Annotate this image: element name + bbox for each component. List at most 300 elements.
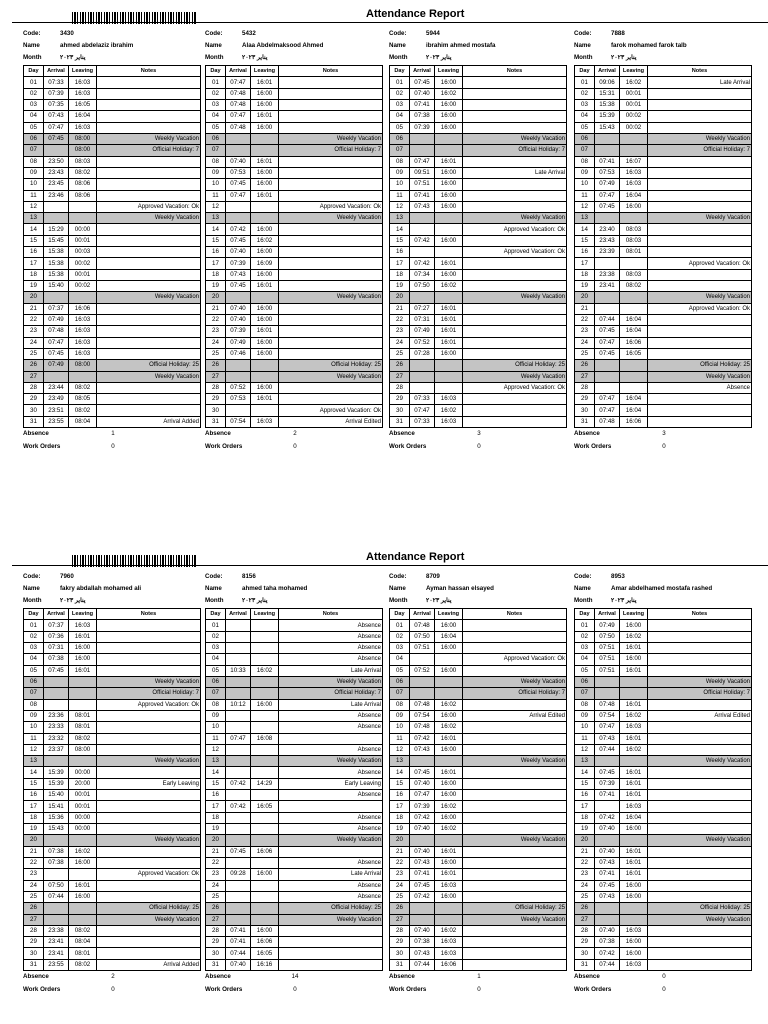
- leaving-cell: 16:00: [620, 937, 648, 948]
- arrival-cell: [595, 914, 620, 925]
- employee-code: 8156: [242, 573, 256, 580]
- leaving-cell: 16:16: [251, 959, 279, 970]
- note-cell: Official Holiday: 7: [463, 688, 567, 699]
- arrival-cell: 07:47: [226, 111, 251, 122]
- day-cell: 06: [24, 676, 44, 687]
- day-cell: 20: [575, 835, 595, 846]
- leaving-cell: [435, 213, 463, 224]
- day-cell: 23: [390, 869, 410, 880]
- attendance-table: [574, 608, 752, 971]
- arrival-cell: [595, 145, 620, 156]
- arrival-cell: 07:40: [226, 247, 251, 258]
- arrival-cell: [226, 710, 251, 721]
- day-cell: 27: [390, 914, 410, 925]
- arrival-cell: 07:45: [595, 326, 620, 337]
- day-cell: 04: [24, 654, 44, 665]
- note-cell: [648, 654, 752, 665]
- note-cell: [97, 224, 201, 235]
- note-cell: [648, 733, 752, 744]
- leaving-cell: 08:00: [69, 744, 97, 755]
- table-row: [390, 925, 567, 936]
- arrival-cell: 07:34: [410, 269, 435, 280]
- leaving-cell: 16:00: [251, 269, 279, 280]
- note-cell: [279, 167, 383, 178]
- month-label: Month: [389, 54, 408, 62]
- code-label: Code:: [23, 573, 41, 580]
- day-cell: 08: [575, 699, 595, 710]
- note-cell: Weekly Vacation: [97, 371, 201, 382]
- leaving-cell: 16:01: [620, 846, 648, 857]
- note-cell: [463, 846, 567, 857]
- day-cell: 14: [390, 767, 410, 778]
- day-cell: 12: [24, 201, 44, 212]
- arrival-cell: [226, 201, 251, 212]
- arrival-cell: 23:51: [44, 405, 69, 416]
- table-row: [575, 857, 752, 868]
- table-row: [24, 744, 201, 755]
- note-cell: [648, 744, 752, 755]
- arrival-cell: 07:33: [410, 394, 435, 405]
- day-cell: 27: [24, 914, 44, 925]
- note-cell: Weekly Vacation: [279, 292, 383, 303]
- leaving-cell: 16:04: [620, 314, 648, 325]
- table-row: [575, 394, 752, 405]
- table-row: [24, 948, 201, 959]
- note-cell: [463, 880, 567, 891]
- note-cell: Absence: [279, 620, 383, 631]
- table-row: [575, 247, 752, 258]
- note-cell: [648, 722, 752, 733]
- leaving-cell: [620, 292, 648, 303]
- arrival-cell: [595, 371, 620, 382]
- day-cell: 26: [575, 903, 595, 914]
- day-cell: 07: [24, 145, 44, 156]
- leaving-cell: [69, 835, 97, 846]
- day-cell: 03: [206, 643, 226, 654]
- day-cell: 30: [206, 405, 226, 416]
- day-cell: 19: [24, 281, 44, 292]
- day-cell: 06: [206, 133, 226, 144]
- day-cell: 06: [24, 133, 44, 144]
- note-cell: Approved Vacation: Ok: [279, 405, 383, 416]
- leaving-cell: 16:04: [620, 326, 648, 337]
- leaving-column-header: Leaving: [620, 66, 648, 77]
- day-cell: 02: [575, 88, 595, 99]
- employee-summary: [574, 973, 752, 993]
- leaving-cell: 16:00: [620, 620, 648, 631]
- day-cell: 18: [24, 812, 44, 823]
- arrival-cell: 09:06: [595, 77, 620, 88]
- note-cell: Official Holiday: 25: [97, 903, 201, 914]
- leaving-cell: 08:04: [69, 416, 97, 427]
- table-row: [24, 654, 201, 665]
- note-cell: Absence: [648, 382, 752, 393]
- leaving-cell: 16:01: [620, 857, 648, 868]
- table-row: [206, 891, 383, 902]
- month-label: Month: [205, 54, 224, 62]
- table-row: [390, 405, 567, 416]
- table-row: [390, 620, 567, 631]
- table-row: [206, 778, 383, 789]
- table-row: [24, 880, 201, 891]
- day-cell: 21: [390, 846, 410, 857]
- arrival-cell: 07:49: [410, 326, 435, 337]
- note-cell: [648, 247, 752, 258]
- arrival-cell: [410, 688, 435, 699]
- table-row: [206, 869, 383, 880]
- table-row: [206, 643, 383, 654]
- table-row: [206, 914, 383, 925]
- note-cell: [463, 326, 567, 337]
- leaving-cell: 16:00: [435, 812, 463, 823]
- note-cell: Official Holiday: 25: [97, 360, 201, 371]
- note-cell: [97, 258, 201, 269]
- table-row: [575, 846, 752, 857]
- table-row: [575, 100, 752, 111]
- leaving-cell: 16:01: [435, 733, 463, 744]
- leaving-cell: 00:00: [69, 767, 97, 778]
- table-row: [390, 778, 567, 789]
- arrival-cell: 07:43: [410, 857, 435, 868]
- leaving-cell: 16:03: [251, 416, 279, 427]
- day-cell: 08: [390, 699, 410, 710]
- note-cell: [463, 801, 567, 812]
- month-label: Month: [205, 597, 224, 605]
- arrival-cell: [44, 145, 69, 156]
- note-cell: [463, 303, 567, 314]
- arrival-cell: 07:42: [410, 258, 435, 269]
- employee-code: 7888: [611, 30, 625, 37]
- leaving-cell: 16:00: [620, 948, 648, 959]
- leaving-cell: 00:03: [69, 247, 97, 258]
- day-cell: 24: [390, 337, 410, 348]
- arrival-cell: 07:42: [410, 733, 435, 744]
- note-cell: Weekly Vacation: [97, 756, 201, 767]
- table-row: [390, 835, 567, 846]
- day-cell: 12: [206, 744, 226, 755]
- note-cell: [648, 790, 752, 801]
- table-row: [390, 314, 567, 325]
- day-cell: 05: [24, 122, 44, 133]
- table-row: [206, 360, 383, 371]
- note-cell: Absence: [279, 790, 383, 801]
- arrival-cell: 07:44: [595, 744, 620, 755]
- table-row: [390, 88, 567, 99]
- arrival-cell: [226, 688, 251, 699]
- leaving-cell: 16:04: [620, 394, 648, 405]
- note-cell: [463, 77, 567, 88]
- table-row: [575, 925, 752, 936]
- leaving-cell: 16:03: [620, 167, 648, 178]
- arrival-cell: 07:48: [44, 326, 69, 337]
- note-cell: Early Leaving: [97, 778, 201, 789]
- table-row: [24, 179, 201, 190]
- table-row: [206, 733, 383, 744]
- leaving-cell: 16:03: [69, 122, 97, 133]
- note-cell: [648, 111, 752, 122]
- table-row: [24, 156, 201, 167]
- note-cell: [97, 235, 201, 246]
- table-row: [390, 846, 567, 857]
- leaving-cell: 16:03: [620, 959, 648, 970]
- arrival-cell: 15:36: [44, 812, 69, 823]
- note-cell: [97, 337, 201, 348]
- absence-count: 3: [662, 430, 666, 438]
- table-row: [206, 654, 383, 665]
- arrival-cell: 07:39: [410, 801, 435, 812]
- table-row: [24, 790, 201, 801]
- note-cell: [648, 937, 752, 948]
- table-row: [575, 631, 752, 642]
- day-cell: 16: [390, 790, 410, 801]
- table-row: [206, 382, 383, 393]
- day-cell: 25: [575, 891, 595, 902]
- note-cell: Weekly Vacation: [97, 213, 201, 224]
- table-row: [24, 869, 201, 880]
- day-cell: 03: [390, 100, 410, 111]
- work-orders-label: Work Orders: [205, 443, 243, 451]
- table-row: [390, 665, 567, 676]
- arrival-cell: 10:33: [226, 665, 251, 676]
- table-row: [390, 394, 567, 405]
- leaving-cell: 16:02: [435, 699, 463, 710]
- arrival-cell: 07:43: [595, 733, 620, 744]
- note-cell: Official Holiday: 7: [279, 145, 383, 156]
- table-row: [390, 654, 567, 665]
- day-cell: 14: [206, 224, 226, 235]
- note-cell: Official Holiday: 7: [648, 688, 752, 699]
- note-cell: [97, 167, 201, 178]
- arrival-cell: 07:45: [226, 281, 251, 292]
- leaving-cell: 16:02: [435, 824, 463, 835]
- table-row: [24, 824, 201, 835]
- note-cell: [279, 77, 383, 88]
- table-row: [206, 167, 383, 178]
- day-cell: 31: [206, 959, 226, 970]
- note-cell: Weekly Vacation: [463, 756, 567, 767]
- leaving-cell: 16:05: [251, 948, 279, 959]
- arrival-cell: 07:45: [595, 201, 620, 212]
- day-cell: 17: [390, 258, 410, 269]
- leaving-cell: [251, 880, 279, 891]
- table-row: [206, 100, 383, 111]
- note-cell: [463, 937, 567, 948]
- note-cell: [648, 88, 752, 99]
- arrival-cell: 07:43: [410, 744, 435, 755]
- leaving-cell: [251, 812, 279, 823]
- arrival-cell: [226, 722, 251, 733]
- day-cell: 14: [24, 224, 44, 235]
- note-cell: [279, 326, 383, 337]
- arrival-cell: 07:40: [226, 959, 251, 970]
- leaving-cell: 08:02: [69, 167, 97, 178]
- leaving-cell: 16:01: [620, 778, 648, 789]
- leaving-cell: 16:04: [620, 190, 648, 201]
- table-row: [206, 122, 383, 133]
- arrival-cell: 07:47: [44, 337, 69, 348]
- arrival-cell: 07:45: [44, 133, 69, 144]
- leaving-cell: [620, 382, 648, 393]
- table-row: [390, 269, 567, 280]
- leaving-cell: 16:01: [620, 733, 648, 744]
- leaving-cell: 16:00: [251, 699, 279, 710]
- arrival-cell: [226, 213, 251, 224]
- day-cell: 04: [575, 111, 595, 122]
- arrival-cell: [226, 405, 251, 416]
- arrival-cell: 07:39: [410, 122, 435, 133]
- note-cell: [648, 620, 752, 631]
- leaving-cell: 16:02: [435, 722, 463, 733]
- leaving-cell: 00:02: [620, 122, 648, 133]
- leaving-cell: 16:02: [620, 744, 648, 755]
- table-row: [390, 699, 567, 710]
- leaving-cell: 08:01: [69, 948, 97, 959]
- work-orders-label: Work Orders: [23, 443, 61, 451]
- leaving-cell: 16:00: [251, 100, 279, 111]
- day-cell: 04: [24, 111, 44, 122]
- table-row: [24, 371, 201, 382]
- leaving-cell: 16:03: [435, 394, 463, 405]
- leaving-cell: 16:07: [620, 156, 648, 167]
- day-cell: 17: [24, 801, 44, 812]
- leaving-cell: 20:00: [69, 778, 97, 789]
- employee-name: fakry abdallah mohamed ali: [60, 585, 142, 593]
- arrival-cell: 07:40: [410, 88, 435, 99]
- leaving-cell: 00:01: [69, 790, 97, 801]
- note-cell: [97, 100, 201, 111]
- day-cell: 16: [24, 247, 44, 258]
- leaving-cell: 16:00: [435, 891, 463, 902]
- day-cell: 31: [390, 416, 410, 427]
- note-cell: Weekly Vacation: [648, 133, 752, 144]
- leaving-cell: [435, 903, 463, 914]
- arrival-cell: 07:48: [595, 699, 620, 710]
- note-cell: [97, 722, 201, 733]
- notes-column-header: Notes: [279, 66, 383, 77]
- day-cell: 24: [24, 337, 44, 348]
- day-cell: 22: [206, 314, 226, 325]
- name-label: Name: [389, 585, 406, 593]
- day-column-header: Day: [390, 66, 410, 77]
- table-row: [206, 269, 383, 280]
- day-cell: 19: [206, 824, 226, 835]
- day-cell: 02: [24, 631, 44, 642]
- table-row: [206, 88, 383, 99]
- employee-card: [23, 573, 201, 993]
- arrival-cell: [44, 371, 69, 382]
- leaving-cell: 16:01: [620, 643, 648, 654]
- day-cell: 07: [390, 145, 410, 156]
- arrival-column-header: Arrival: [226, 66, 251, 77]
- arrival-cell: 23:55: [44, 416, 69, 427]
- table-row: [575, 722, 752, 733]
- day-cell: 23: [24, 869, 44, 880]
- table-row: [390, 914, 567, 925]
- name-label: Name: [205, 585, 222, 593]
- table-row: [390, 937, 567, 948]
- arrival-cell: [226, 145, 251, 156]
- table-row: [390, 722, 567, 733]
- note-cell: [463, 733, 567, 744]
- note-cell: Weekly Vacation: [648, 371, 752, 382]
- arrival-cell: 07:39: [226, 326, 251, 337]
- leaving-cell: [251, 676, 279, 687]
- month-value: يناير ٢٠٢٣: [60, 54, 86, 62]
- day-cell: 26: [206, 903, 226, 914]
- arrival-cell: 07:40: [595, 846, 620, 857]
- table-row: [206, 201, 383, 212]
- leaving-cell: 16:00: [435, 269, 463, 280]
- day-cell: 19: [390, 824, 410, 835]
- note-cell: Weekly Vacation: [648, 676, 752, 687]
- table-row: [390, 959, 567, 970]
- arrival-cell: [410, 835, 435, 846]
- table-row: [206, 133, 383, 144]
- note-cell: [648, 122, 752, 133]
- arrival-cell: 07:51: [595, 643, 620, 654]
- arrival-cell: 07:40: [595, 925, 620, 936]
- day-cell: 30: [575, 405, 595, 416]
- table-row: [206, 348, 383, 359]
- arrival-cell: 23:39: [595, 247, 620, 258]
- table-row: [390, 371, 567, 382]
- note-cell: Weekly Vacation: [97, 835, 201, 846]
- note-cell: [648, 416, 752, 427]
- day-cell: 04: [390, 654, 410, 665]
- note-cell: Weekly Vacation: [648, 756, 752, 767]
- leaving-cell: 16:00: [620, 824, 648, 835]
- note-cell: [279, 247, 383, 258]
- arrival-cell: [226, 292, 251, 303]
- day-cell: 09: [206, 710, 226, 721]
- report-title: Attendance Report: [366, 551, 465, 563]
- note-cell: [97, 654, 201, 665]
- leaving-cell: 16:00: [251, 122, 279, 133]
- table-row: [24, 835, 201, 846]
- day-cell: 30: [575, 948, 595, 959]
- table-row: [390, 167, 567, 178]
- arrival-cell: 07:38: [410, 937, 435, 948]
- day-cell: 11: [575, 733, 595, 744]
- note-cell: [279, 258, 383, 269]
- table-row: [390, 247, 567, 258]
- day-cell: 05: [575, 122, 595, 133]
- absence-label: Absence: [574, 430, 600, 438]
- arrival-cell: 07:53: [226, 394, 251, 405]
- day-cell: 02: [24, 88, 44, 99]
- leaving-cell: [251, 405, 279, 416]
- day-cell: 20: [24, 292, 44, 303]
- day-cell: 20: [575, 292, 595, 303]
- note-cell: Absence: [279, 744, 383, 755]
- table-row: [206, 925, 383, 936]
- title-rule: [12, 565, 768, 566]
- note-cell: [463, 416, 567, 427]
- table-header-row: [206, 66, 383, 77]
- leaving-cell: 16:01: [251, 326, 279, 337]
- table-row: [575, 778, 752, 789]
- day-cell: 26: [24, 360, 44, 371]
- leaving-cell: [435, 292, 463, 303]
- leaving-cell: 16:00: [435, 167, 463, 178]
- day-cell: 17: [575, 258, 595, 269]
- note-cell: [648, 405, 752, 416]
- day-cell: 15: [575, 778, 595, 789]
- day-cell: 12: [206, 201, 226, 212]
- leaving-cell: 16:00: [620, 891, 648, 902]
- table-row: [390, 213, 567, 224]
- arrival-cell: [44, 213, 69, 224]
